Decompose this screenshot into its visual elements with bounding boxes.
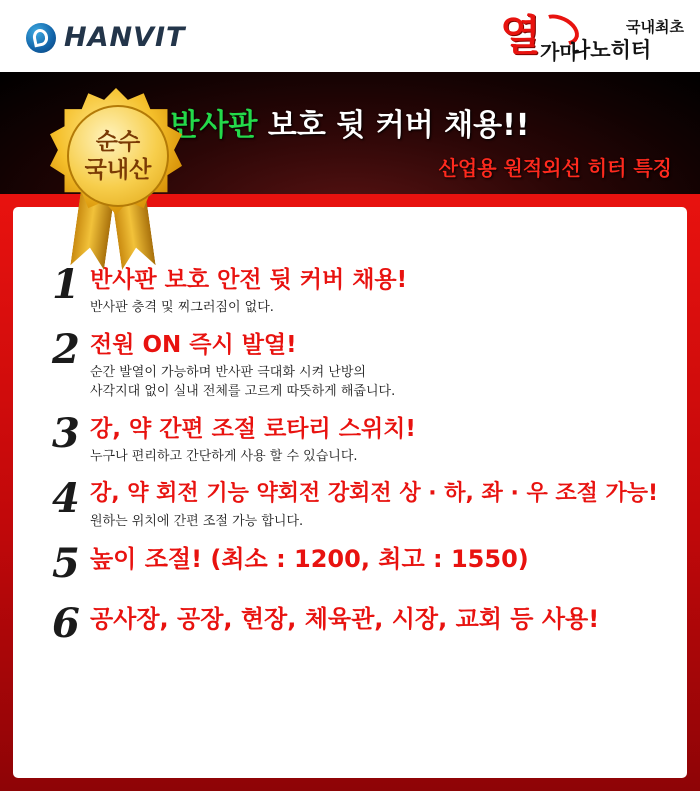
product-logo-sub2: 나노히터 bbox=[570, 38, 652, 62]
list-item-desc: 반사판 충격 및 찌그러짐이 없다. bbox=[90, 300, 274, 315]
badge-line-1: 순수 bbox=[95, 129, 141, 155]
list-item-desc-2: 사각지대 없이 실내 전체를 고르게 따뜻하게 해줍니다. bbox=[90, 384, 396, 399]
hero-title-highlight: 반사판 bbox=[170, 108, 258, 143]
list-item-title: 강, 약 회전 기능 약회전 강회전 상 · 하, 좌 · 우 조절 가능! bbox=[90, 481, 659, 506]
origin-badge bbox=[50, 88, 182, 268]
list-item-text bbox=[86, 605, 599, 633]
list-item bbox=[14, 261, 686, 317]
list-item-text bbox=[86, 545, 529, 573]
list-item-text bbox=[86, 480, 658, 531]
list-item-text bbox=[86, 331, 395, 401]
list-item-text bbox=[86, 415, 416, 466]
features-list bbox=[14, 261, 686, 657]
list-item bbox=[14, 326, 686, 401]
list-item-desc: 순간 발열이 가능하며 반사판 극대화 시켜 난방의 bbox=[90, 365, 366, 380]
list-item-number: 2 bbox=[52, 326, 80, 373]
product-logo bbox=[494, 11, 684, 64]
list-item-title: 강, 약 간편 조절 로타리 스위치! bbox=[90, 416, 416, 442]
product-logo-main: 열 bbox=[500, 11, 541, 60]
list-item bbox=[14, 540, 686, 587]
list-item bbox=[14, 475, 686, 531]
list-item-desc: 누구나 편리하고 간단하게 사용 할 수 있습니다. bbox=[90, 449, 358, 464]
list-item-number: 3 bbox=[52, 410, 80, 457]
list-item-text bbox=[86, 266, 407, 317]
badge-line-2: 국내산 bbox=[84, 157, 152, 183]
list-item-title: 공사장, 공장, 현장, 체육관, 시장, 교회 등 사용! bbox=[90, 605, 600, 633]
list-item-number: 6 bbox=[52, 600, 80, 647]
list-item-title: 높이 조절! (최소 : 1200, 최고 : 1550) bbox=[90, 545, 529, 573]
list-item bbox=[14, 410, 686, 466]
hero-title-rest: 보호 뒷 커버 채용!! bbox=[257, 108, 530, 143]
header-band bbox=[0, 0, 700, 72]
hero-subtitle: 산업용 원적외선 히터 특징 bbox=[438, 156, 672, 180]
hanvit-droplet-logo-icon bbox=[26, 23, 56, 53]
list-item-number: 1 bbox=[52, 261, 80, 308]
list-item-desc: 원하는 위치에 간편 조절 가능 합니다. bbox=[90, 514, 304, 529]
features-panel bbox=[14, 208, 686, 777]
product-logo-sub1: 가마 bbox=[540, 40, 579, 64]
list-item bbox=[14, 600, 686, 647]
list-item-title: 전원 ON 즉시 발열! bbox=[90, 332, 297, 358]
product-logo-tagline: 국내최초 bbox=[626, 18, 684, 36]
brand bbox=[26, 22, 185, 53]
list-item-title: 반사판 보호 안전 뒷 커버 채용! bbox=[90, 267, 408, 293]
brand-name: HANVIT bbox=[64, 22, 186, 53]
list-item-number: 5 bbox=[52, 540, 80, 587]
badge-inner bbox=[67, 105, 169, 207]
list-item-number: 4 bbox=[52, 475, 80, 522]
